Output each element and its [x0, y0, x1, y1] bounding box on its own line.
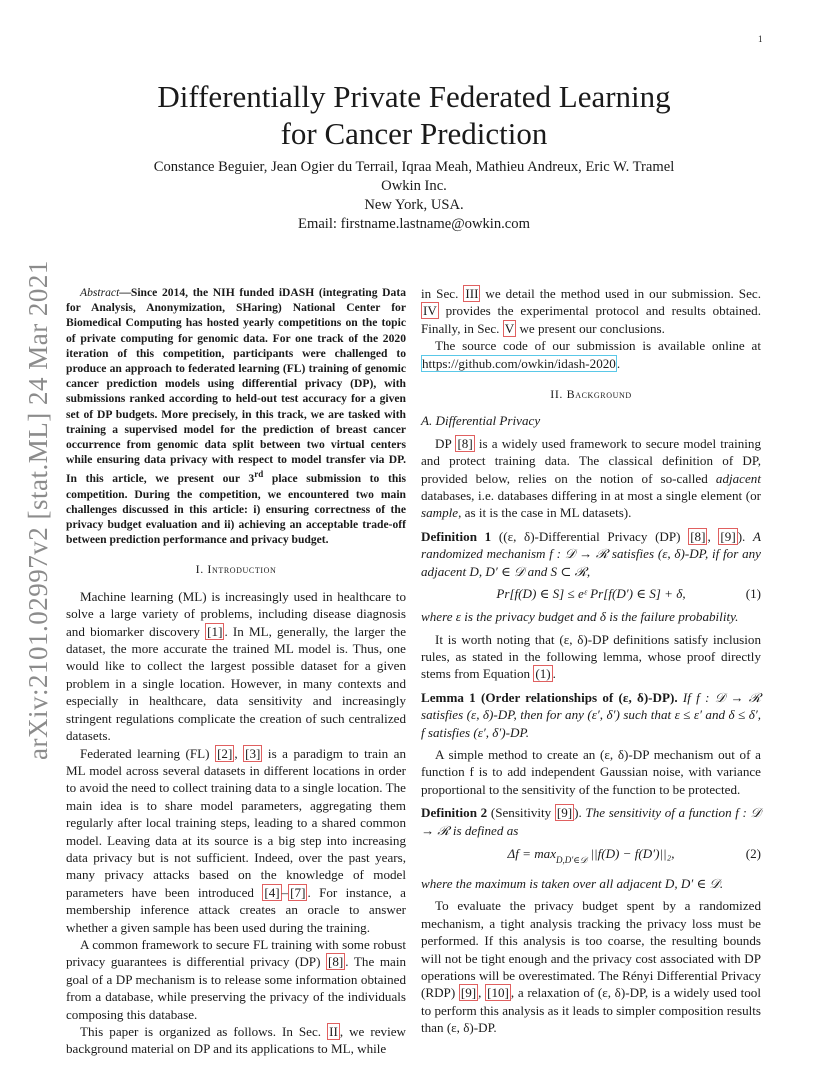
citation-link[interactable]: [8]	[690, 528, 706, 544]
dp-paragraph-2: It is worth noting that (ε, δ)-DP definitions satisfy inclusion rules, as stated in the following lemma, whose proof directly stems from Equation (1) .	[421, 631, 761, 682]
citation-link[interactable]: [10]	[487, 985, 509, 1001]
location: New York, USA.	[364, 197, 464, 213]
equation-link[interactable]: (1)	[535, 666, 551, 682]
author-block	[0, 158, 828, 234]
github-link[interactable]: https://github.com/owkin/idash-2020	[422, 355, 616, 371]
affiliation: Owkin Inc.	[381, 178, 447, 194]
definition-1: Definition 1 ((ε, δ)-Differential Privacy (DP) [8] , [9] ). A randomized mechanism f : 𝒟 → ℛ satisfies (ε, δ)-DP, if for any adjacent D, D′ ∈ 𝒟 and S ⊂ ℛ,	[421, 528, 761, 579]
citation-link[interactable]: [9]	[460, 985, 477, 1001]
definition-label: Definition 2	[421, 805, 488, 821]
citation-link[interactable]: [8]	[457, 435, 473, 451]
abstract-label: Abstract	[80, 286, 120, 299]
paper-title	[0, 78, 828, 152]
dp-paragraph-1: DP [8] is a widely used framework to secure model training and protect training data. The classical definition of DP, provided below, relies on the notion of so-called adjacent databases, i.e. databases differing in at most a single element (or sample, as it is the case in ML datasets).	[421, 435, 761, 521]
equation-number: (1)	[745, 586, 761, 602]
section-title: Background	[566, 387, 632, 402]
intro-paragraph-4: This paper is organized as follows. In Sec. II , we review background material on DP and its applications to ML, while	[66, 1024, 406, 1057]
right-paragraph-1: in Sec. III we detail the method used in our submission. Sec. IV provides the experimental protocol and results obtained. Finally, in Sec. V we present our conclusions.	[421, 286, 761, 336]
section-heading-background	[421, 386, 761, 403]
page-number: 1	[758, 34, 763, 44]
section-link[interactable]: III	[465, 286, 479, 301]
email: Email: firstname.lastname@owkin.com	[298, 216, 530, 232]
equation-2: $\Delta f = \max_{D,D'\in 𝒟} ||f(D) - f(D')||_2$, (2)	[421, 839, 761, 875]
arxiv-watermark: arXiv:2101.02997v2 [stat.ML] 24 Mar 2021	[23, 260, 53, 760]
title-line-1: Differentially Private Federated Learning	[157, 79, 671, 114]
section-heading-introduction	[66, 561, 406, 578]
citation-link[interactable]: [2]	[217, 745, 233, 761]
citation-link[interactable]: [9]	[720, 528, 736, 544]
lemma-label: Lemma 1	[421, 689, 476, 705]
equation-number: (2)	[745, 845, 761, 861]
right-column	[421, 285, 761, 1037]
title-line-2: for Cancer Prediction	[280, 116, 548, 151]
dp-paragraph-3: A simple method to create an (ε, δ)-DP mechanism out of a function f is to add independent Gaussian noise, with variance proportional to the sensitivity of the function to be protected.	[421, 746, 761, 797]
section-number: I.	[195, 562, 204, 577]
intro-paragraph-2: Federated learning (FL) [2] , [3] is a paradigm to train an ML model across several datasets in different locations in order to avoid the need to collect training data to a single location. The main idea is to share model parameters, aggregating them regularly after local training steps, leading to a shared common model. Leaving data at its source is a big step into increasing data privacy but is not sufficient. Indeed, over the past years, many privacy attacks based on the knowledge of model parameters have been introduced [4] – [7] . For instance, a membership inference attack creates an oracle to answer whether a given sample has been used during the training.	[66, 745, 407, 935]
citation-link[interactable]: [8]	[328, 954, 344, 970]
intro-paragraph-1: Machine learning (ML) is increasingly used in healthcare to solve a large variety of problems, including disease diagnosis and biomarker discovery [1] . In ML, generally, the larger the dataset, the more accurate the trained ML model is. Thus, one would like to collect the largest possible dataset for a given problem in a single location. However, in many contexts and especially in healthcare, data sensitivity and increasingly stringent regulations complicate the creation of such centralized datasets.	[66, 588, 407, 744]
section-link[interactable]: IV	[423, 303, 437, 319]
citation-link[interactable]: [4]	[264, 884, 280, 900]
right-paragraph-2: The source code of our submission is available online at https://github.com/owkin/idash-2020.	[422, 338, 761, 371]
abstract	[66, 285, 406, 547]
definition-label: Definition 1	[421, 528, 492, 544]
lemma-1: Lemma 1 (Order relationships of (ε, δ)-DP). If f : 𝒟 → ℛ satisfies (ε, δ)-DP, then for any (ε′, δ′) such that ε ≤ ε′ and δ ≤ δ′, f satisfies (ε′, δ′)-DP.	[421, 689, 762, 740]
dp-paragraph-4: To evaluate the privacy budget spent by a randomized mechanism, a tight analysis tracking the privacy loss must be performed. If this analysis is too coarse, the resulting bounds will not be tight enough and the privacy cost associated with DP operations will be overestimated. The Rényi Differential Privacy (RDP) [9] , [10] , a relaxation of (ε, δ)-DP, is a widely used tool to perform this analysis as it leads to simpler composition results than (ε, δ)-DP.	[421, 898, 761, 1036]
abstract-sup: rd	[254, 469, 264, 480]
left-column	[66, 285, 406, 1058]
citation-link[interactable]: [9]	[556, 805, 573, 821]
definition-2: Definition 2 (Sensitivity [9] ). The sensitivity of a function f : 𝒟 → ℛ is defined as	[421, 805, 761, 838]
abstract-text-end: place submission to this competition. During the competition, we encountered two main challenges discussed in this article: i) ensuring correctness of the privacy budget evaluation and ii) achieving an acceptable trade-off between prediction performance and privacy budget.	[66, 472, 406, 547]
abstract-text: —Since 2014, the NIH funded iDASH (integrating Data for Analysis, Anonymization, SHaring) National Center for Biomedical Computing has hosted yearly competitions on the topic of private computing for genomic data. For one track of the 2020 iteration of this competition, participants were challenged to produce an approach to federated learning (FL) training of genomic cancer prediction models using differential privacy (DP), with submissions ranked according to held-out test accuracy for a given set of DP budgets. More precisely, in this track, we are tasked with training a supervised model for the prediction of breast cancer occurrence from genomic data split between two virtual centers while ensuring data privacy with respect to model transfer via DP. In this article, we present our 3	[66, 286, 406, 486]
section-link[interactable]: V	[504, 320, 515, 336]
section-title: Introduction	[207, 562, 277, 577]
citation-link[interactable]: [1]	[207, 623, 223, 639]
citation-link[interactable]: [7]	[290, 884, 306, 900]
author-list: Constance Beguier, Jean Ogier du Terrail, Iqraa Meah, Mathieu Andreux, Eric W. Tramel	[153, 159, 675, 175]
section-number: II.	[550, 387, 564, 402]
equation-2-note: where the maximum is taken over all adjacent D, D′ ∈ 𝒟.	[421, 875, 724, 891]
equation-1-note: where ε is the privacy budget and δ is the failure probability.	[421, 609, 739, 625]
subsection-heading: A. Differential Privacy	[421, 413, 541, 429]
equation-1: Pr[f(D) ∈ S] ≤ eᵋ Pr[f(D′) ∈ S] + δ, (1)	[421, 580, 761, 608]
intro-paragraph-3: A common framework to secure FL training with some robust privacy guarantees is differential privacy (DP) [8] . The main goal of a DP mechanism is to release some information obtained from a database, while preserving the privacy of the individuals composing this database.	[66, 936, 407, 1022]
citation-link[interactable]: [3]	[245, 745, 261, 761]
section-link[interactable]: II	[329, 1024, 338, 1040]
